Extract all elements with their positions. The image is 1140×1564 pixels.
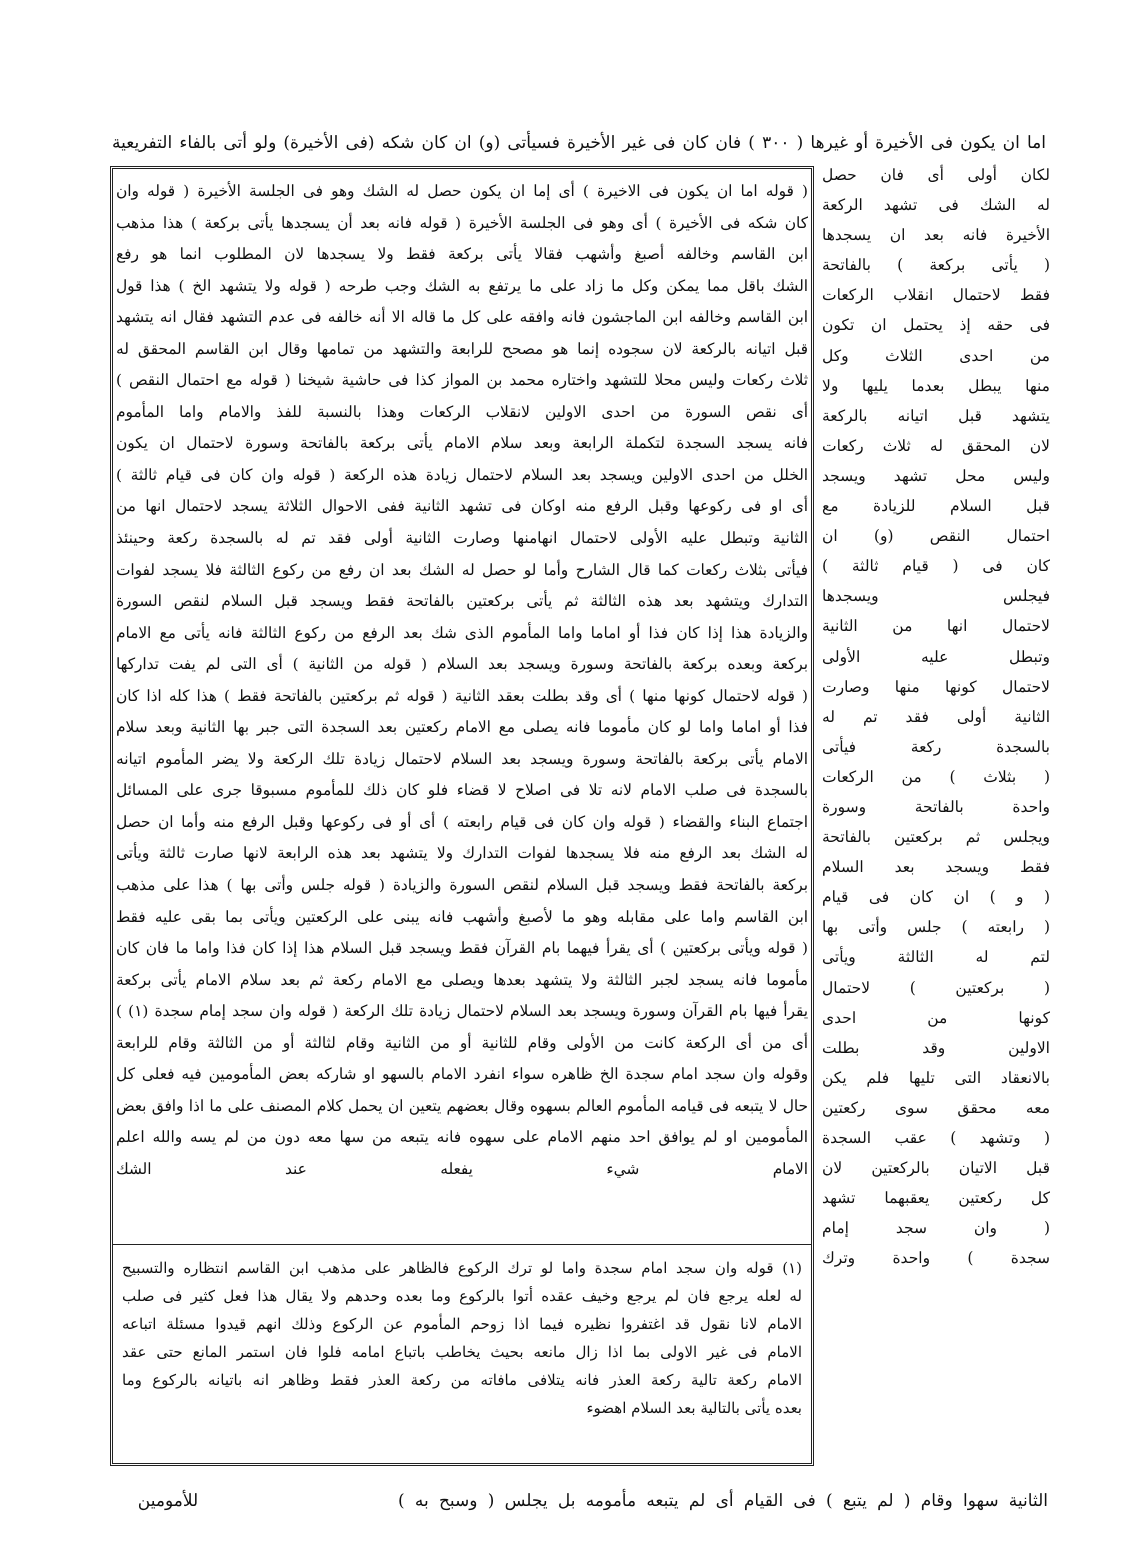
commentary-line: الامام شيء يفعله عند الشك bbox=[116, 1159, 808, 1178]
commentary-line: فذا أو اماما واما لو كان مأموما فانه يصلى مع الامام ركعتين بعد السجدة التى جبر بها الثانية وبعد سلام bbox=[116, 718, 808, 737]
commentary-line: بركعة بالفاتحة فقط ويسجد قبل السلام لنقص السورة والزيادة ( قوله جلس وأتى بها ) هذا على مذهب bbox=[116, 876, 808, 895]
commentary-line: مأموما فانه يسجد لجبر الثالثة ولا يتشهد بعدها ويصلى مع الامام ركعة ثم بعد سلام الامام يأتى بركعة bbox=[116, 970, 808, 989]
margin-line: احتمال النقص (و) ان bbox=[822, 527, 1050, 546]
commentary-text bbox=[116, 176, 808, 1240]
commentary-line: الخلل من احدى الاولين ويسجد بعد السلام لاحتمال زيادة هذه الركعة ( قوله وان كان فى قيام ثالثة ) bbox=[116, 465, 808, 484]
margin-line: قبل الاتيان بالركعتين لان bbox=[822, 1159, 1050, 1178]
margin-line: فقط ويسجد بعد السلام bbox=[822, 858, 1050, 877]
margin-line: له الشك فى تشهد الركعة bbox=[822, 196, 1050, 215]
commentary-line: حال لا يتبعه فى قيامه المأموم العالم بسهوه وقال بعضهم يتعين ان يحمل كلام المصنف على ما اذا وافق بعض bbox=[116, 1096, 808, 1115]
margin-line: ( و ) ان كان فى قيام bbox=[822, 888, 1050, 907]
footnote-line: الامام فى غير الاولى بما اذا زال مانعه بحيث يخاطب باتباع امامه فلوا فان استمر المانع حتى عقد bbox=[122, 1343, 802, 1361]
commentary-line: فانه يسجد السجدة لتكملة الرابعة وبعد سلام الامام يأتى بركعة بالفاتحة وسورة لاحتمال ان يكون bbox=[116, 434, 808, 453]
margin-line: منها يبطل بعدما يليها ولا bbox=[822, 376, 1050, 395]
margin-line: الأخيرة فانه بعد ان يسجدها bbox=[822, 226, 1050, 245]
commentary-line: ابن القاسم واما على مقابله وهو ما لأصبغ وأشهب فانه يبنى على الركعتين ويأتى بما بقى عليه فقط bbox=[116, 907, 808, 926]
footnote-line: (١) قوله وان سجد امام سجدة واما لو ترك الركوع فالظاهر على مذهب ابن القاسم انتظاره والتسبيح bbox=[122, 1259, 802, 1277]
margin-line: من احدى الثلاث وكل bbox=[822, 346, 1050, 365]
margin-line: يتشهد قبل اتيانه بالركعة bbox=[822, 406, 1050, 425]
margin-line: وليس محل تشهد ويسجد bbox=[822, 466, 1050, 485]
margin-line: لان المحقق له ثلاث ركعات bbox=[822, 436, 1050, 455]
main-text-top-line: اما ان يكون فى الأخيرة أو غيرها ( ٣٠٠ ) فان كان فى غير الأخيرة فسيأتى (و) ان كان شكه (فى الأخيرة) ولو أتى بالفاء التفريعية bbox=[112, 133, 1046, 153]
margin-line: ( وتشهد ) عقب السجدة bbox=[822, 1129, 1050, 1147]
commentary-line: الشك باقل مما يمكن وكل ما زاد على ما يرتفع به الشك وجب طرحه ( قوله ولا يتشهد الخ ) هذا قول bbox=[116, 276, 808, 295]
margin-line: معه محقق سوى ركعتين bbox=[822, 1098, 1050, 1117]
margin-line: لاحتمال انها من الثانية bbox=[822, 617, 1050, 636]
footnote-line: بعده يأتى بالتالية بعد السلام اهضوء bbox=[586, 1399, 802, 1417]
commentary-line: المأمومين او لم يوافق احد منهم الامام على سهوه فانه يتبعه من سها معه دون من لم يسه والله اعلم bbox=[116, 1128, 808, 1147]
commentary-line: بالسجدة فى صلب الامام لانه تلا فى اصلاح لا قضاء فلو كان ذلك للمأموم مسبوقا جرى على المسائل bbox=[116, 781, 808, 800]
commentary-line: ( قوله لاحتمال كونها منها ) أى وقد بطلت بعقد الثانية ( قوله ثم بركعتين بالفاتحة فقط ) هذا كله اذا كان bbox=[116, 686, 808, 705]
margin-main-text bbox=[822, 160, 1050, 1520]
footnote-divider bbox=[112, 1244, 812, 1245]
margin-line: قبل السلام للزيادة مع bbox=[822, 497, 1050, 516]
margin-line: ويجلس ثم بركعتين بالفاتحة bbox=[822, 828, 1050, 847]
footnote-line: له لعله يرجع فان لم يرجع وخيف عقده أتوا بالركوع وما بعده وحدهم ولا يقال هذا فعل كثير فى صلب bbox=[122, 1287, 802, 1305]
commentary-line: كان شكه فى الأخيرة ) أى وهو فى الجلسة الأخيرة ( قوله فانه بعد أن يسجدها يأتى بركعة ) هذا مذهب bbox=[116, 213, 808, 232]
margin-line: ( رابعته ) جلس وأتى بها bbox=[822, 918, 1050, 937]
margin-line: بالسجدة ركعة فيأتى bbox=[822, 737, 1050, 756]
commentary-line: ثلاث ركعات وليس محلا للتشهد واختاره محمد بن المواز كذا فى حاشية شيخنا ( قوله مع احتمال النقص ) bbox=[116, 371, 808, 390]
footnote-line: الامام لانا نقول قد اغتفروا نظيره فيما اذا زوحم المأموم عن الركوع وذلك انهم قيدوا مسئلة اتباعه bbox=[122, 1315, 802, 1333]
margin-line: الثانية أولى فقد تم له bbox=[822, 707, 1050, 726]
commentary-line: ( قوله اما ان يكون فى الاخيرة ) أى إما ان يكون حصل له الشك وهو فى الجلسة الأخيرة ( قوله وان bbox=[116, 182, 808, 200]
margin-line: واحدة بالفاتحة وسورة bbox=[822, 797, 1050, 816]
margin-line: لكان أولى أى فان حصل bbox=[822, 166, 1050, 184]
margin-line: ( وان سجد إمام bbox=[822, 1219, 1050, 1238]
main-text-bottom-line: الثانية سهوا وقام ( لم يتبع ) فى القيام أى لم يتبعه مأمومه بل يجلس ( وسبح به ) bbox=[398, 1491, 1048, 1511]
commentary-line: ابن القاسم وخالفه أصبغ وأشهب فقالا يأتى بركعة فقط ولا يسجدها لان المطلوب انما هو رفع bbox=[116, 245, 808, 264]
commentary-line: الثانية وتبطل عليه الأولى لاحتمال انهامنها وصارت الثانية أولى فقد تم له بالسجدة ركعة وحينئذ bbox=[116, 529, 808, 548]
commentary-line: وقوله وان سجد امام سجدة الخ ظاهره سواء انفرد الامام بالسهو او شاركه بعض المأمومين فيه فعلى كل bbox=[116, 1065, 808, 1084]
commentary-line: بركعة وبعده بركعة بالفاتحة وسورة ويسجد بعد السلام ( قوله من الثانية ) أى التى لم يفت تداركها bbox=[116, 655, 808, 674]
margin-line: كل ركعتين يعقبهما تشهد bbox=[822, 1189, 1050, 1208]
margin-line: فيجلس ويسجدها bbox=[822, 587, 1050, 606]
commentary-line: فيأتى بثلاث ركعات كما قال الشارح وأما لو حصل له الشك بعد ان رفع من ركوع الثالثة فلا يسجد لفوات bbox=[116, 560, 808, 579]
commentary-line: قبل اتيانه بالركعة لان سجوده إنما هو مصحح للرابعة والتشهد من تمامها وقال ابن القاسم المحقق له bbox=[116, 339, 808, 358]
commentary-line: أى او فى ركوعها وقبل الرفع منه اوكان فى تشهد الثانية ففى الاحوال الثلاثة يسجد لاحتمال انها من bbox=[116, 497, 808, 516]
commentary-line: والزيادة هذا إذا كان فذا أو اماما واما المأموم الذى شك بعد الرفع من ركوع الثالثة فانه يأتى مع الامام bbox=[116, 623, 808, 642]
footnote-text bbox=[122, 1254, 802, 1454]
commentary-line: الامام يأتى بركعة بالفاتحة وسورة ويسجد بعد السلام لاحتمال زيادة تلك الركعة ولا يضر المأموم اتيانه bbox=[116, 749, 808, 768]
margin-line: ( يأتى بركعة ) بالفاتحة bbox=[822, 256, 1050, 275]
margin-line: سجدة ) واحدة وترك bbox=[822, 1249, 1050, 1268]
margin-line: ( بركعتين ) لاحتمال bbox=[822, 978, 1050, 997]
margin-line: ( بثلاث ) من الركعات bbox=[822, 767, 1050, 786]
commentary-line: ( قوله ويأتى بركعتين ) أى يقرأ فيهما بام القرآن فقط ويسجد قبل السلام هذا إذا كان فذا واما ما فان كان bbox=[116, 939, 808, 958]
commentary-line: أى نقص السورة من احدى الاولين لانقلاب الركعات وهذا بالنسبة للفذ والامام واما المأموم bbox=[116, 402, 808, 421]
margin-line: كونها من احدى bbox=[822, 1008, 1050, 1027]
margin-line: وتبطل عليه الأولى bbox=[822, 647, 1050, 666]
commentary-line: ابن القاسم وخالفه ابن الماجشون فانه وافقه على كل ما قاله الا أنه خالفه فى عدم التشهد فقال انه يتشهد bbox=[116, 308, 808, 327]
margin-line: لاحتمال كونها منها وصارت bbox=[822, 677, 1050, 696]
commentary-line: يقرأ فيها بام القرآن وسورة ويسجد بعد السلام لاحتمال زيادة تلك الركعة ( قوله وان سجد إمام سجدة (١) ) bbox=[116, 1002, 808, 1021]
footnote-line: الامام ركعة تالية ركعة العذر فانه يتلافى مافاته من ركعة العذر فقط وظاهر انه باتيانه بالركوع وما bbox=[122, 1371, 802, 1389]
margin-line: لتم له الثالثة ويأتى bbox=[822, 948, 1050, 967]
commentary-line: التدارك ويتشهد بعد هذه الثالثة ثم يأتى بركعتين بالفاتحة فقط ويسجد قبل السلام لنقص السورة bbox=[116, 592, 808, 611]
margin-line: فى حقه إذ يحتمل ان تكون bbox=[822, 316, 1050, 335]
catchword: للأمومين bbox=[137, 1491, 199, 1511]
margin-line: الاولين وقد بطلت bbox=[822, 1038, 1050, 1057]
commentary-line: اجتماع البناء والقضاء ( قوله وان كان فى قيام رابعته ) أى أو فى ركوعها وقبل الرفع منه وأما ان حصل bbox=[116, 812, 808, 831]
margin-line: فقط لاحتمال انقلاب الركعات bbox=[822, 286, 1050, 305]
margin-line: كان فى ( قيام ثالثة ) bbox=[822, 557, 1050, 576]
commentary-line: له الشك بعد الرفع منه فلا يسجدها لفوات التدارك ولا يتشهد بعد هذه الرابعة لانها صارت ثالثة ويأتى bbox=[116, 844, 808, 863]
commentary-line: أى من أى الركعة كانت من الأولى وقام للثانية أو من الثانية وقام لثالثة أو من الثالثة وقام للرابعة bbox=[116, 1033, 808, 1052]
margin-line: بالانعقاد التى تليها فلم يكن bbox=[822, 1068, 1050, 1087]
